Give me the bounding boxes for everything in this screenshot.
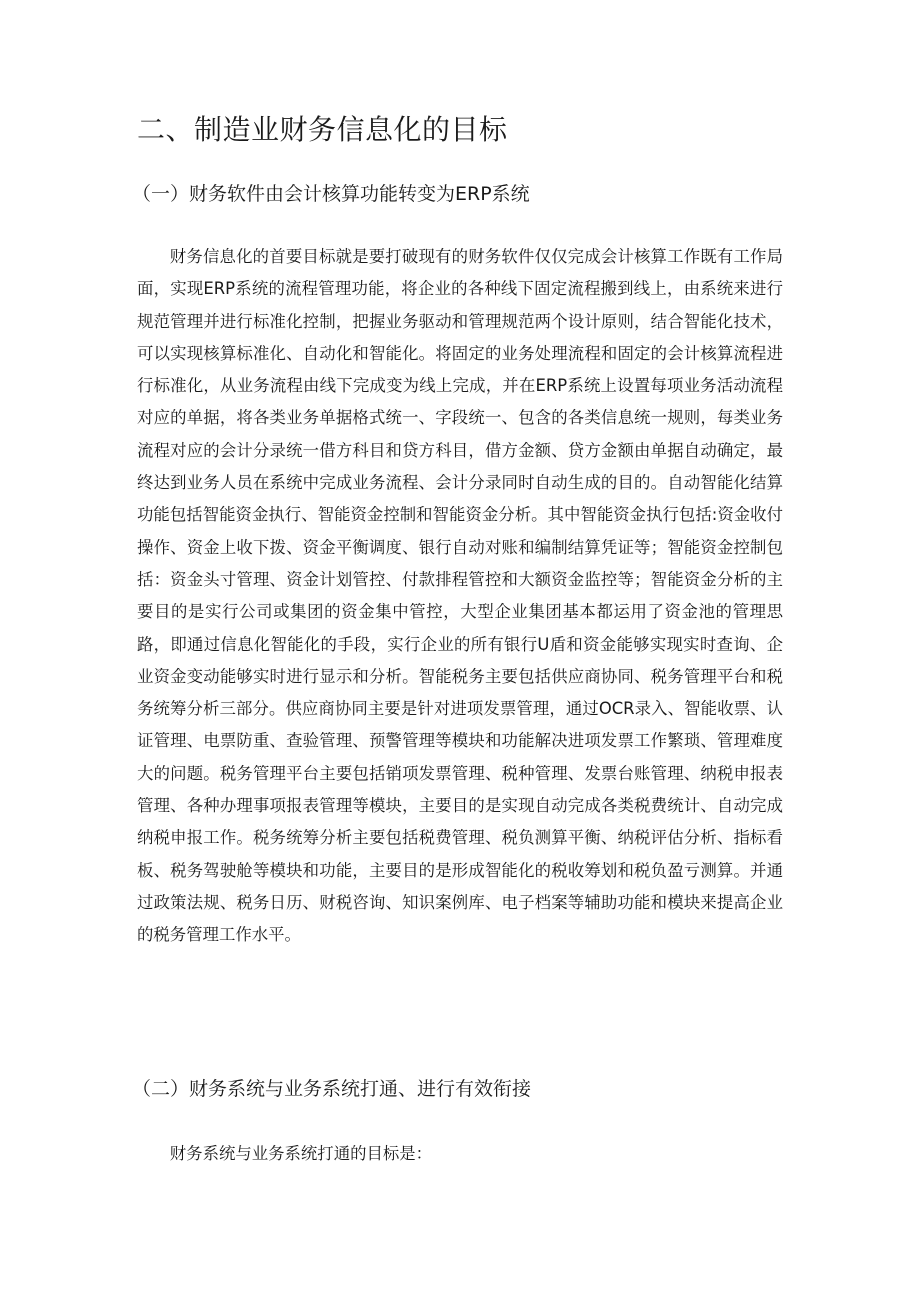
subsection-1-paragraph: 财务信息化的首要目标就是要打破现有的财务软件仅仅完成会计核算工作既有工作局面，实现ERP系统的流程管理功能，将企业的各种线下固定流程搬到线上，由系统来进行规范管理并进行标准化控制，把握业务驱动和管理规范两个设计原则，结合智能化技术，可以实现核算标准化、自动化和智能化。将固定的业务处理流程和固定的会计核算流程进行标准化，从业务流程由线下完成变为线上完成，并在ERP系统上设置每项业务活动流程对应的单据，将各类业务单据格式统一、字段统一、包含的各类信息统一规则，每类业务流程对应的会计分录统一借方科目和贷方科目，借方金额、贷方金额由单据自动确定，最终达到业务人员在系统中完成业务流程、会计分录同时自动生成的目的。自动智能化结算功能包括智能资金执行、智能资金控制和智能资金分析。其中智能资金执行包括:资金收付操作、资金上收下拨、资金平衡调度、银行自动对账和编制结算凭证等；智能资金控制包括：资金头寸管理、资金计划管控、付款排程管控和大额资金监控等；智能资金分析的主要目的是实行公司或集团的资金集中管控，大型企业集团基本都运用了资金池的管理思路，即通过信息化智能化的手段，实行企业的所有银行U盾和资金能够实现实时查询、企业资金变动能够实时进行显示和分析。智能税务主要包括供应商协同、税务管理平台和税务统筹分析三部分。供应商协同主要是针对进项发票管理，通过OCR录入、智能收票、认证管理、电票防重、查验管理、预警管理等模块和功能解决进项发票工作繁琐、管理难度大的问题。税务管理平台主要包括销项发票管理、税种管理、发票台账管理、纳税申报表管理、各种办理事项报表管理等模块，主要目的是实现自动完成各类税费统计、自动完成纳税申报工作。税务统筹分析主要包括税费管理、税负测算平衡、纳税评估分析、指标看板、税务驾驶舱等模块和功能，主要目的是形成智能化的税收筹划和税负盈亏测算。并通过政策法规、税务日历、财税咨询、知识案例库、电子档案等辅助功能和模块来提高企业的税务管理工作水平。: [137, 247, 783, 945]
section-heading: 二、制造业财务信息化的目标: [137, 113, 508, 146]
subsection-heading-1: （一）财务软件由会计核算功能转变为ERP系统: [132, 183, 530, 205]
subsection-2-paragraph: 财务系统与业务系统打通的目标是：: [169, 1144, 433, 1163]
subsection-heading-2: （二）财务系统与业务系统打通、进行有效衔接: [132, 1078, 532, 1100]
